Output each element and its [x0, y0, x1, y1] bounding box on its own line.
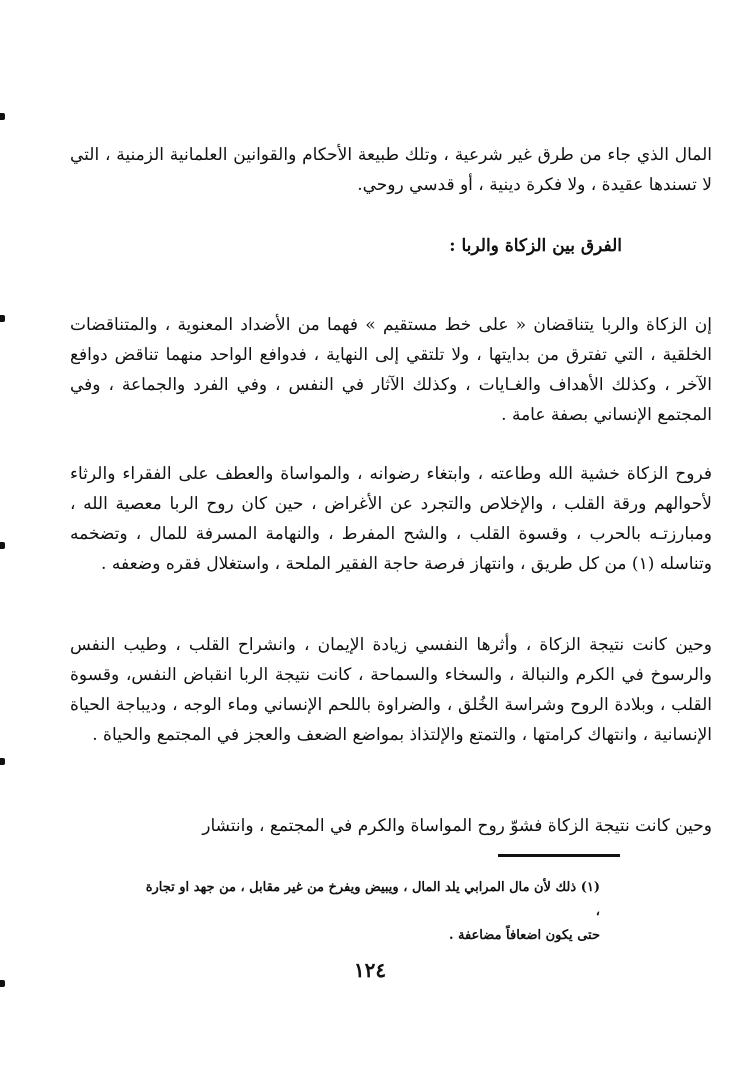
paragraph-text: فروح الزكاة خشية الله وطاعته ، وابتغاء رضوانه ، والمواساة والعطف على الفقراء والرثاء لأحوالهم ورقة القلب ، والإخلاص والتجرد عن الأغراض ، حين كان روح الربا معصية الله ، ومبارزتـه بالحرب ، وقسوة القلب ، والشح المفرط ، والنهامة المسرفة للمال ، وتضخمه وتناسله (١) من كل طريق ، وانتهاز فرصة حاجة الفقير الملحة ، واستغلال فقره وضعفه . — [70, 464, 712, 574]
section-heading: الفرق بين الزكاة والربا : — [449, 236, 622, 256]
margin-mark — [0, 980, 5, 987]
margin-mark — [0, 113, 5, 120]
page-number: ١٢٤ — [353, 958, 387, 982]
paragraph-society — [70, 811, 712, 841]
paragraph-effects — [70, 630, 712, 750]
footnote — [140, 876, 600, 948]
margin-mark — [0, 315, 5, 322]
footnote-divider — [498, 854, 620, 857]
paragraph-text: إن الزكاة والربا يتناقضان « على خط مستقيم » فهما من الأضداد المعنوية ، والمتناقضات الخلقية ، التي تفترق من بدايتها ، ولا تلتقي إلى النهاية ، فدوافع الواحد منهما تناقض دوافع الآخر ، وكذلك الأهداف والغـايات ، وكذلك الآثار في النفس ، وفي الفرد والجماعة ، وفي المجتمع الإنساني بصفة عامة . — [70, 315, 712, 425]
margin-mark — [0, 758, 5, 765]
footnote-line: (١) ذلك لأن مال المرابي يلد المال ، ويبيض ويفرخ من غير مقابل ، من جهد او تجارة ، — [145, 880, 600, 919]
paragraph-contradiction — [70, 310, 712, 430]
footnote-line: حتى يكون اضعافاً مضاعفة . — [448, 928, 600, 943]
margin-mark — [0, 542, 5, 549]
paragraph-text: المال الذي جاء من طرق غير شرعية ، وتلك طبيعة الأحكام والقوانين العلمانية الزمنية ، التي لا تسندها عقيدة ، ولا فكرة دينية ، أو قدسي روحي. — [70, 145, 712, 195]
paragraph-text: وحين كانت نتيجة الزكاة فشوّ روح المواساة والكرم في المجتمع ، وانتشار — [202, 816, 712, 836]
paragraph-continuation — [70, 140, 712, 200]
paragraph-text: وحين كانت نتيجة الزكاة ، وأثرها النفسي زيادة الإيمان ، وانشراح القلب ، وطيب النفس والرسوخ في الكرم والنبالة ، والسخاء والسماحة ، كانت نتيجة الربا انقباض النفس، وقسوة القلب ، وبلادة الروح وشراسة الخُلق ، والضراوة باللحم الإنساني وماء الوجه ، وديباجة الحياة الإنسانية ، وانتهاك كرامتها ، والتمتع والإلتذاذ بمواضع الضعف والعجز في المجتمع والحياة . — [70, 635, 712, 745]
paragraph-spirit — [70, 459, 712, 579]
